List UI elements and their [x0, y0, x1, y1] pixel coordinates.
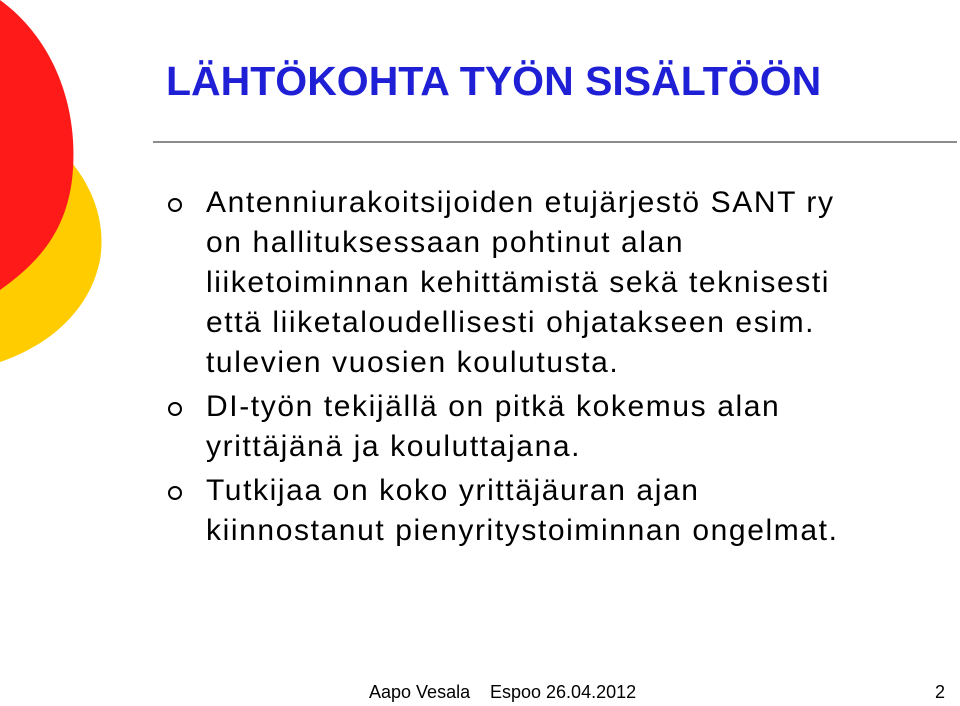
bullet-text: DI-työn tekijällä on pitkä kokemus alan yrittäjänä ja kouluttajana.	[206, 390, 781, 463]
footer-author: Aapo Vesala	[369, 682, 471, 702]
footer-place-date: Espoo 26.04.2012	[490, 682, 637, 702]
bullet-item	[0, 183, 839, 383]
bullet-circle-icon	[168, 402, 182, 416]
bullet-list	[0, 183, 839, 555]
footer-page-number: 2	[935, 682, 946, 702]
title-divider	[153, 141, 957, 143]
bullet-item	[0, 471, 839, 551]
bullet-circle-icon	[168, 486, 182, 500]
bullet-circle-icon	[168, 198, 182, 212]
bullet-item	[0, 387, 839, 467]
slide-title: LÄHTÖKOHTA TYÖN SISÄLTÖÖN	[166, 58, 822, 104]
bullet-text: Tutkijaa on koko yrittäjäuran ajan kiinnostanut pienyritystoiminnan ongelmat.	[206, 474, 839, 547]
bullet-text: Antenniurakoitsijoiden etujärjestö SANT ry on hallituksessaan pohtinut alan liiketoiminnan kehittämistä sekä teknisesti että liiketaloudellisesti ohjatakseen esim. tulevien vuosien koulutusta.	[206, 186, 835, 379]
